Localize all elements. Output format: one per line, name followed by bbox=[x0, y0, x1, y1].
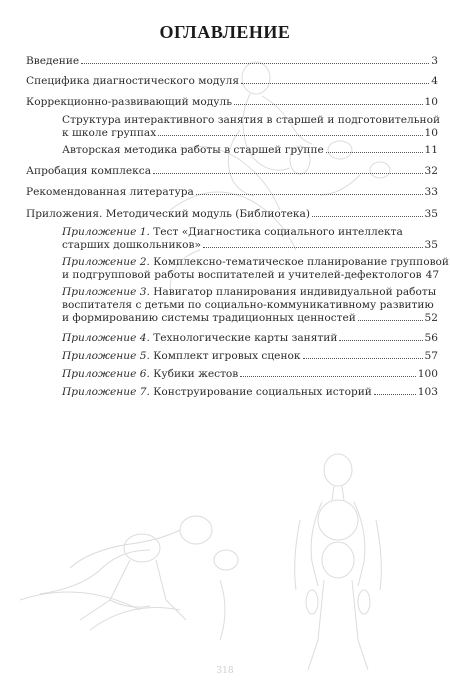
toc-entry-page: 35 bbox=[424, 239, 438, 251]
toc-entry-lesson-structure[interactable] bbox=[62, 114, 441, 140]
toc-entry-page: 56 bbox=[424, 332, 438, 344]
dot-leader bbox=[240, 375, 415, 377]
toc-entry-page: 57 bbox=[424, 350, 438, 362]
toc-entry-page: 4 bbox=[431, 75, 438, 87]
toc-entry-title: Авторская методика работы в старшей группе bbox=[62, 144, 324, 156]
toc-entry-title-line3: и формированию системы традиционных ценностей bbox=[62, 312, 356, 324]
toc-entry-title-line2: старших дошкольников» bbox=[62, 239, 201, 251]
appendix-label: Приложение 3. bbox=[62, 286, 150, 298]
dot-leader bbox=[312, 215, 423, 217]
toc-entry-page: 11 bbox=[424, 144, 438, 156]
toc-entry-diagnostic-module[interactable] bbox=[26, 75, 438, 88]
toc-entry-appendix-5[interactable] bbox=[62, 350, 438, 363]
toc-entry-title-line2: и подгрупповой работы воспитателей и учителей-дефектологов bbox=[62, 269, 422, 281]
toc-entry-title: Комплект игровых сценок bbox=[149, 350, 301, 362]
page-title: ОГЛАВЛЕНИЕ bbox=[159, 22, 291, 42]
dot-leader bbox=[158, 134, 422, 136]
toc-entry-title: Кубики жестов bbox=[149, 368, 239, 380]
toc-entry-appendix-6[interactable] bbox=[62, 368, 438, 381]
toc-entry-title: Специфика диагностического модуля bbox=[26, 75, 239, 87]
toc-entry-title-line1: Комплексно-тематическое планирование групповой bbox=[149, 256, 449, 268]
appendix-label: Приложение 2. bbox=[62, 256, 150, 268]
dot-leader bbox=[196, 193, 423, 195]
dot-leader bbox=[374, 393, 416, 395]
toc-entry-title-line1: Тест «Диагностика социального интеллекта bbox=[149, 226, 403, 238]
toc-entry-title: Рекомендованная литература bbox=[26, 186, 194, 198]
toc-entry-title: Технологические карты занятий bbox=[149, 332, 338, 344]
toc-entry-title-line2: к школе группах bbox=[62, 127, 157, 139]
toc-entry-page: 35 bbox=[424, 208, 438, 220]
toc-entry-appendix-2[interactable] bbox=[62, 256, 449, 282]
toc-entry-appendices[interactable] bbox=[26, 208, 438, 221]
toc-entry-page: 10 bbox=[424, 96, 438, 108]
dot-leader bbox=[203, 246, 423, 248]
toc-entry-approbation[interactable] bbox=[26, 165, 438, 178]
toc-entry-page: 3 bbox=[431, 55, 438, 67]
appendix-label: Приложение 1. bbox=[62, 226, 150, 238]
dot-leader bbox=[303, 357, 423, 359]
toc-entry-introduction[interactable] bbox=[26, 55, 438, 68]
toc-entry-correction-module[interactable] bbox=[26, 96, 438, 109]
appendix-label: Приложение 6. bbox=[62, 368, 150, 380]
dot-leader bbox=[358, 319, 423, 321]
toc-entry-page: 10 bbox=[424, 127, 438, 139]
toc-entry-page: 33 bbox=[424, 186, 438, 198]
toc-entry-page: 32 bbox=[424, 165, 438, 177]
appendix-label: Приложение 4. bbox=[62, 332, 150, 344]
dot-leader bbox=[326, 151, 423, 153]
toc-entry-title-line1: Структура интерактивного занятия в старшей и подготовительной bbox=[62, 114, 441, 126]
dot-leader bbox=[339, 339, 422, 341]
appendix-label: Приложение 5. bbox=[62, 350, 150, 362]
toc-entry-page: 47 bbox=[425, 269, 440, 281]
toc-entry-title: Апробация комплекса bbox=[26, 165, 152, 177]
toc-entry-author-method[interactable] bbox=[62, 144, 438, 157]
toc-entry-literature[interactable] bbox=[26, 186, 438, 199]
dot-leader bbox=[81, 62, 429, 64]
dot-leader bbox=[241, 82, 429, 84]
toc-entry-title: Конструирование социальных историй bbox=[149, 386, 372, 398]
toc-entry-appendix-3[interactable] bbox=[62, 286, 438, 325]
toc-entry-title: Введение bbox=[26, 55, 80, 67]
toc-entry-page: 52 bbox=[424, 312, 438, 324]
toc-entry-appendix-1[interactable] bbox=[62, 226, 438, 252]
toc-entry-appendix-4[interactable] bbox=[62, 332, 438, 345]
dot-leader bbox=[153, 172, 422, 174]
toc-entry-title-line1: Навигатор планирования индивидуальной работы bbox=[149, 286, 437, 298]
toc-entry-title: Коррекционно-развивающий модуль bbox=[26, 96, 232, 108]
appendix-label: Приложение 7. bbox=[62, 386, 150, 398]
toc-entry-appendix-7[interactable] bbox=[62, 386, 438, 399]
toc-entry-page: 103 bbox=[417, 386, 438, 398]
toc-entry-title: Приложения. Методический модуль (Библиотека) bbox=[26, 208, 310, 220]
toc-entry-page: 100 bbox=[417, 368, 438, 380]
dot-leader bbox=[234, 103, 423, 105]
toc-entry-title-line2: воспитателя с детьми по социально-коммуникативному развитию bbox=[62, 299, 434, 311]
page-number: 318 bbox=[216, 666, 234, 676]
